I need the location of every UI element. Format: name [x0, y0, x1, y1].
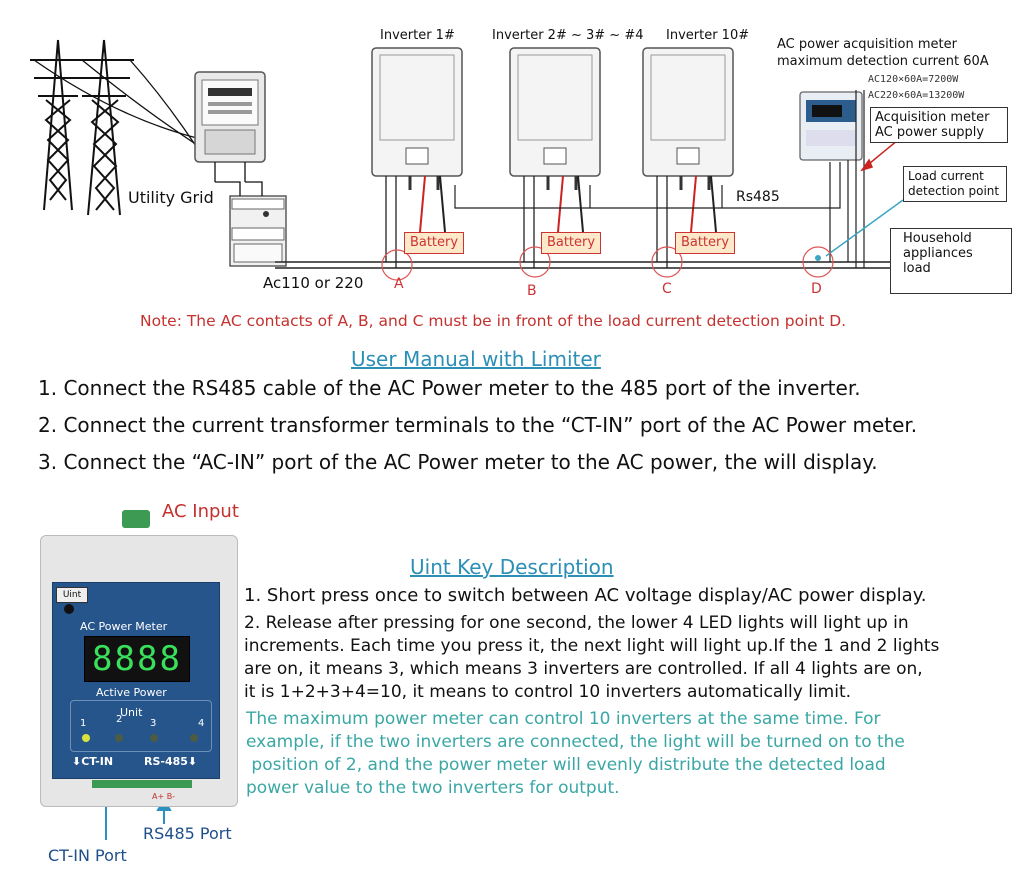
manual-step-2: 2. Connect the current transformer terminals to the “CT-IN” port of the AC Power meter.: [38, 413, 918, 437]
meter-display: [84, 636, 190, 682]
key-note-line-4: power value to the two inverters for output.: [246, 778, 620, 798]
key-note-line-3: position of 2, and the power meter will evenly distribute the detected load: [246, 755, 886, 775]
household-line2: appliances: [903, 246, 973, 261]
key-description-title: Uint Key Description: [410, 555, 614, 579]
key-note-line-2: example, if the two inverters are connected, the light will be turned on to the: [246, 732, 905, 752]
acq-box-line1: Acquisition meter: [875, 110, 990, 125]
household-load-box: [890, 228, 1012, 294]
terminal-label: A+ B-: [152, 792, 176, 801]
led-number-2: 2: [116, 714, 123, 725]
point-d-label: D: [811, 281, 822, 297]
household-line3: load: [903, 261, 931, 276]
meter-display-digits: 8888: [92, 639, 182, 679]
inverter-1-unit: [372, 48, 462, 190]
inverter-10-unit: [643, 48, 733, 190]
rs485-panel-label: RS-485⬇: [144, 755, 198, 768]
acq-box-line2: AC power supply: [875, 125, 985, 140]
power-tower-left: [30, 40, 86, 210]
utility-meter-icon: [195, 72, 265, 162]
acquisition-meter-icon: [800, 92, 862, 160]
ac-input-label: AC Input: [162, 501, 239, 522]
battery-1: Battery: [404, 232, 464, 254]
led-number-4: 4: [198, 718, 205, 729]
utility-grid-label: Utility Grid: [128, 188, 214, 207]
rs485-panel-text: RS-485: [144, 755, 188, 768]
meter-info-line1: AC120×60A=7200W: [868, 74, 959, 85]
rs485-label: Rs485: [736, 189, 780, 205]
battery-3: Battery: [675, 232, 735, 254]
key-item-2-line-3: are on, it means 3, which means 3 inverters are controlled. If all 4 lights are on,: [244, 659, 923, 679]
point-a-label: A: [394, 276, 404, 292]
household-line1: Household: [903, 231, 972, 246]
ct-in-panel-text: CT-IN: [81, 755, 114, 768]
key-item-2: [244, 612, 939, 704]
led-3: [150, 734, 158, 742]
led-1: [82, 734, 90, 742]
load-box-line1: Load current: [908, 169, 984, 183]
meter-info-line2: AC220×60A=13200W: [868, 90, 965, 101]
led-4: [190, 734, 198, 742]
breaker-box-icon: [230, 196, 286, 266]
meter-panel-title: AC Power Meter: [80, 620, 168, 633]
unit-label: Unit: [120, 706, 143, 719]
load-detection-box: [903, 166, 1007, 202]
inverter-mid-unit: [510, 48, 600, 190]
key-item-2-line-4: it is 1+2+3+4=10, it means to control 10 inverters automatically limit.: [244, 682, 852, 702]
manual-title: User Manual with Limiter: [351, 347, 601, 371]
battery-2: Battery: [541, 232, 601, 254]
unit-button-knob[interactable]: [64, 604, 74, 614]
wiring-note: Note: The AC contacts of A, B, and C must be in front of the load current detection point D.: [140, 312, 847, 330]
rs485-port-label: RS485 Port: [143, 824, 232, 843]
point-c-label: C: [662, 281, 672, 297]
power-tower-right: [74, 40, 134, 215]
key-item-2-line-2: increments. Each time you press it, the next light will light up.If the 1 and 2 lights: [244, 636, 940, 656]
led-number-1: 1: [80, 718, 87, 729]
led-number-3: 3: [150, 718, 157, 729]
ac-voltage-label: Ac110 or 220: [263, 274, 364, 292]
meter-info-subtitle: maximum detection current 60A: [777, 54, 989, 69]
manual-step-1: 1. Connect the RS485 cable of the AC Power meter to the 485 port of the inverter.: [38, 376, 861, 400]
key-item-2-line-1: 2. Release after pressing for one second, the lower 4 LED lights will light up in: [244, 613, 909, 633]
point-b-label: B: [527, 283, 537, 299]
ct-in-panel-label: ⬇CT-IN: [72, 755, 114, 768]
unit-button[interactable]: Uint: [56, 587, 88, 603]
led-2: [115, 734, 123, 742]
ac-bus: [275, 262, 890, 268]
ct-in-port-label: CT-IN Port: [48, 846, 127, 865]
meter-info-title: AC power acquisition meter: [777, 37, 957, 52]
active-power-label: Active Power: [96, 686, 167, 699]
key-note: [246, 708, 905, 800]
ac-input-terminal: [122, 510, 150, 528]
acquisition-meter-box: [870, 107, 1008, 143]
inverter-1-label: Inverter 1#: [380, 28, 455, 43]
manual-step-3: 3. Connect the “AC-IN” port of the AC Power meter to the AC power, the will display.: [38, 450, 878, 474]
inverter-10-label: Inverter 10#: [666, 28, 750, 43]
load-box-line2: detection point: [908, 184, 1000, 198]
inverter-mid-label: Inverter 2# ~ 3# ~ #4: [492, 28, 644, 43]
key-note-line-1: The maximum power meter can control 10 inverters at the same time. For: [246, 709, 881, 729]
key-item-1: 1. Short press once to switch between AC voltage display/AC power display.: [244, 585, 927, 606]
bottom-terminal: [92, 780, 192, 788]
